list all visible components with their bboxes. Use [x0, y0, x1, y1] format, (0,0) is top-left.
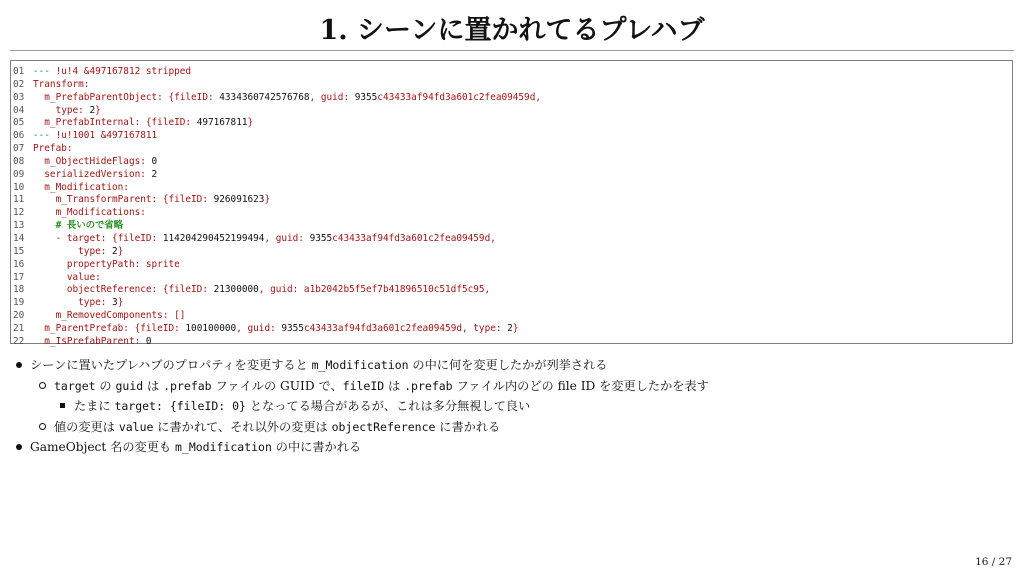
bullet-text: GameObject 名の変更も: [30, 440, 175, 454]
code-token: c43433af94fd3a601c2fea09459d, type:: [303, 322, 508, 334]
code-line: [11, 182, 1012, 195]
code-token: - target: {fileID:: [33, 232, 163, 244]
code-line: [11, 297, 1012, 310]
code-line: [11, 117, 1012, 130]
code-token: propertyPath: sprite: [33, 258, 180, 270]
code-line: [11, 246, 1012, 259]
line-number: 20: [13, 310, 25, 322]
slide-title: 1. シーンに置かれてるプレハブ: [319, 15, 705, 46]
code-token: objectReference: {fileID:: [33, 284, 214, 296]
code-line: [11, 92, 1012, 105]
code-token: 4334360742576768: [219, 91, 310, 103]
code-line: [11, 105, 1012, 118]
code-token: m_PrefabParentObject: {fileID:: [33, 91, 220, 103]
code-token: type:: [33, 104, 90, 116]
inline-code: objectReference: [331, 419, 436, 434]
bullet-item-level-2: [16, 376, 709, 397]
line-number: 13: [13, 220, 25, 232]
bullet-dot-icon: [16, 362, 22, 368]
line-number: 11: [13, 194, 25, 206]
bullet-text: たまに: [74, 399, 115, 413]
code-token: 2: [89, 104, 96, 116]
line-number: 05: [13, 117, 25, 129]
inline-code: .prefab: [404, 378, 453, 393]
line-number: 02: [13, 78, 25, 90]
code-line: [11, 143, 1012, 156]
bullet-text: は: [384, 378, 405, 393]
code-line: [11, 272, 1012, 285]
line-number: 21: [13, 322, 25, 334]
bullet-text: 値の変更は: [54, 419, 119, 434]
yaml-code-block: [10, 60, 1013, 347]
code-line: [11, 336, 1012, 349]
code-line: [11, 130, 1012, 143]
bullet-text: の中に何を変更したかが列挙される: [408, 358, 608, 372]
code-token: 100100000: [185, 322, 237, 334]
code-token: c43433af94fd3a601c2fea09459d,: [332, 232, 496, 244]
bullet-text: は: [143, 378, 164, 393]
bullet-text: となってる場合があるが、これは多分無視して良い: [246, 399, 531, 413]
code-token: 0: [145, 335, 152, 347]
code-token: 926091623: [213, 194, 265, 206]
code-line: [11, 156, 1012, 169]
code-token: 0: [151, 155, 158, 167]
line-number: 08: [13, 155, 25, 167]
code-line: [11, 310, 1012, 323]
line-number: 06: [13, 130, 25, 142]
code-token: }: [117, 245, 124, 257]
code-token: 9355: [309, 232, 333, 244]
code-token: , guid:: [264, 232, 310, 244]
code-token: 9355: [281, 322, 304, 334]
code-token: }: [95, 104, 101, 116]
code-token: ---: [33, 130, 56, 142]
page-number: 16 / 27: [975, 556, 1012, 568]
code-token: m_ObjectHideFlags:: [33, 155, 152, 167]
code-token: serializedVersion:: [33, 168, 152, 180]
code-line: [11, 169, 1012, 182]
code-token: m_TransformParent: {fileID:: [33, 194, 214, 206]
code-token: m_ParentPrefab: {fileID:: [33, 322, 186, 334]
code-token: m_Modification:: [33, 181, 129, 193]
bullet-item-level-2: [16, 417, 709, 438]
code-token: 3: [112, 297, 118, 309]
line-number: 18: [13, 284, 25, 296]
code-line: [11, 220, 1012, 233]
line-number: 12: [13, 207, 25, 219]
code-line: [11, 207, 1012, 220]
code-token: c43433af94fd3a601c2fea09459d,: [377, 91, 541, 103]
code-token: }: [247, 117, 254, 129]
line-number: 03: [13, 91, 25, 103]
code-token: !u!4 &497167812 stripped: [55, 66, 192, 77]
line-number: 22: [13, 335, 25, 347]
inline-code: fileID: [342, 378, 385, 393]
bullet-text: ファイルの GUID で、: [211, 378, 343, 393]
code-token: type:: [33, 297, 113, 309]
line-number: 19: [13, 297, 25, 309]
bullet-list: [16, 355, 709, 458]
code-token: ---: [33, 66, 56, 77]
code-token: Transform:: [33, 78, 90, 90]
title-divider: [10, 50, 1014, 51]
bullet-dot-icon: [16, 444, 22, 450]
code-token: type:: [33, 245, 113, 257]
bullet-text: の中に書かれる: [271, 440, 362, 454]
inline-code: guid: [115, 378, 144, 393]
line-number: 16: [13, 258, 25, 270]
bullet-square-icon: [60, 403, 65, 408]
bullet-item-level-1: [16, 437, 709, 458]
code-token: , guid:: [309, 91, 355, 103]
code-token: Prefab:: [33, 143, 73, 155]
code-line: [11, 66, 1012, 79]
line-number: 17: [13, 271, 25, 283]
code-token: 21300000: [213, 284, 259, 296]
bullet-text: シーンに置いたプレハブのプロパティを変更すると: [30, 358, 312, 372]
inline-code: m_Modification: [174, 440, 272, 454]
inline-code: value: [118, 419, 154, 434]
bullet-text: に書かれて、それ以外の変更は: [153, 419, 332, 434]
line-number: 10: [13, 181, 25, 193]
bullet-circle-icon: [39, 382, 46, 389]
code-line: [11, 233, 1012, 246]
code-line: [11, 284, 1012, 297]
code-token: 2: [151, 168, 158, 180]
code-token: m_PrefabInternal: {fileID:: [33, 117, 197, 129]
bullet-circle-icon: [39, 423, 46, 430]
bullet-text: に書かれる: [435, 419, 501, 434]
bullet-text: の: [95, 378, 116, 393]
code-line: [11, 259, 1012, 272]
line-number: 04: [13, 104, 25, 116]
code-token: m_IsPrefabParent:: [33, 335, 146, 347]
inline-code: .prefab: [163, 378, 212, 393]
code-token: , guid:: [236, 322, 282, 334]
code-token: }: [264, 194, 271, 206]
code-token: 114204290452199494: [162, 232, 265, 244]
line-number: 07: [13, 143, 25, 155]
code-token: 2: [112, 245, 118, 257]
code-token: 2: [507, 322, 513, 334]
bullet-item-level-1: [16, 355, 709, 376]
inline-code: m_Modification: [311, 358, 409, 372]
line-number: 14: [13, 232, 25, 244]
inline-code: target: [54, 378, 96, 393]
line-number: 15: [13, 245, 25, 257]
code-token: , guid: a1b2042b5f5ef7b41896510c51df5c95,: [258, 284, 491, 296]
bullet-item-level-3: [16, 396, 709, 417]
code-token: }: [117, 297, 124, 309]
line-number: 01: [13, 66, 25, 77]
code-token: value:: [33, 271, 101, 283]
code-line: [11, 194, 1012, 207]
code-token: 9355: [354, 91, 378, 103]
code-token: 497167811: [196, 117, 248, 129]
code-token: }: [512, 322, 519, 334]
code-token: !u!1001 &497167811: [55, 130, 158, 142]
line-number: 09: [13, 168, 25, 180]
code-token: m_Modifications:: [33, 207, 146, 219]
code-token: m_RemovedComponents: []: [33, 310, 186, 322]
inline-code: target: {fileID: 0}: [114, 399, 246, 413]
code-line: [11, 79, 1012, 92]
code-comment: # 長いので省略: [33, 220, 124, 232]
bullet-text: ファイル内のどの file ID を変更したかを表す: [452, 378, 709, 393]
code-line: [11, 323, 1012, 336]
